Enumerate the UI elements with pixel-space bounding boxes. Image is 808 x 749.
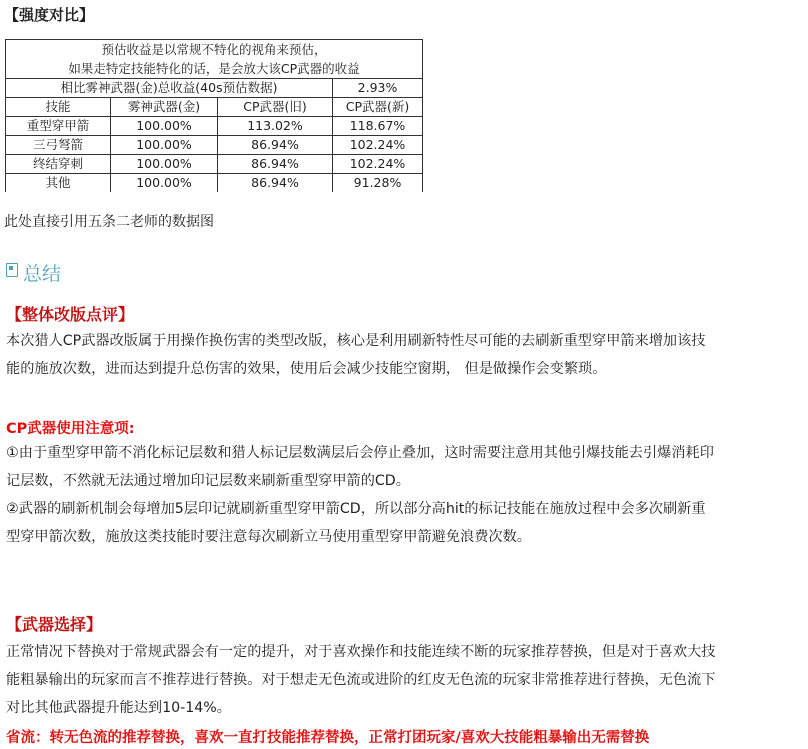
paragraph-line: 记层数，不然就无法通过增加印记层数来刷新重型穿甲箭的CD。: [6, 473, 410, 489]
table-header-row: [6, 98, 423, 117]
paragraph-line: 能粗暴输出的玩家而言不推荐进行替换。对于想走无色流或进阶的红皮无色流的玩家非常推荐进行替换，无色流下: [6, 672, 716, 688]
weapon-choice-heading: 【武器选择】: [6, 615, 103, 634]
table-total-value: 2.93%: [333, 79, 423, 98]
table-cell: 102.24%: [333, 155, 423, 174]
table-total-row: [6, 79, 423, 98]
table-cell: 终结穿刺: [6, 155, 111, 174]
tldr-text: 省流：转无色流的推荐替换，喜欢一直打技能推荐替换，正常打团玩家/喜欢大技能粗暴输出无需替换: [6, 730, 650, 746]
table-cell: 100.00%: [111, 174, 218, 193]
notes-heading: CP武器使用注意项:: [6, 421, 135, 437]
table-cell: 113.02%: [218, 117, 333, 136]
table-cell: 100.00%: [111, 136, 218, 155]
table-cell: 100.00%: [111, 117, 218, 136]
table-caption: 此处直接引用五条二老师的数据图: [4, 214, 214, 230]
table-cell: 118.67%: [333, 117, 423, 136]
table-row: [6, 174, 423, 193]
table-cell: 100.00%: [111, 155, 218, 174]
table-total-label: 相比雾神武器(金)总收益(40s预估数据): [6, 79, 333, 98]
paragraph-line: 本次猎人CP武器改版属于用操作换伤害的类型改版，核心是利用刷新特性尽可能的去刷新重型穿甲箭来增加该技: [6, 333, 706, 349]
table-note-line-1: 预估收益是以常规不特化的视角来预估，: [6, 40, 423, 60]
summary-heading: [6, 259, 61, 286]
table-header-cell: 技能: [6, 98, 111, 117]
paragraph-line: 能的施放次数，进而达到提升总伤害的效果，使用后会减少技能空窗期， 但是做操作会变繁琐。: [6, 361, 607, 377]
overall-review-heading: 【整体改版点评】: [6, 305, 135, 324]
table-header-cell: CP武器(新): [333, 98, 423, 117]
table-header-cell: CP武器(旧): [218, 98, 333, 117]
table-cell: 重型穿甲箭: [6, 117, 111, 136]
strength-comparison-table: [5, 39, 423, 192]
table-row: [6, 155, 423, 174]
table-cell: 102.24%: [333, 136, 423, 155]
table-row: [6, 136, 423, 155]
weapon-choice-text: [6, 638, 804, 722]
table-note-row-1: [6, 40, 423, 60]
paragraph-line: 型穿甲箭次数，施放这类技能时要注意每次刷新立马使用重型穿甲箭避免浪费次数。: [6, 529, 531, 545]
table-header-cell: 雾神武器(金): [111, 98, 218, 117]
overall-review-text: [6, 327, 804, 383]
strength-heading: 【强度对比】: [4, 6, 95, 24]
table-note-row-2: [6, 59, 423, 79]
table-row: [6, 117, 423, 136]
document-icon: [6, 263, 18, 277]
table-note-line-2: 如果走特定技能特化的话，是会放大该CP武器的收益: [6, 59, 423, 79]
paragraph-line: 对比其他武器提升能达到10-14%。: [6, 700, 231, 716]
paragraph-line: ①由于重型穿甲箭不消化标记层数和猎人标记层数满层后会停止叠加，这时需要注意用其他引爆技能去引爆消耗印: [6, 445, 714, 461]
paragraph-line: ②武器的刷新机制会每增加5层印记就刷新重型穿甲箭CD，所以部分高hit的标记技能在施放过程中会多次刷新重: [6, 501, 706, 517]
table-cell: 86.94%: [218, 136, 333, 155]
notes-text: [6, 439, 804, 551]
paragraph-line: 正常情况下替换对于常规武器会有一定的提升，对于喜欢操作和技能连续不断的玩家推荐替换，但是对于喜欢大技: [6, 644, 716, 660]
table-cell: 86.94%: [218, 174, 333, 193]
summary-title: 总结: [23, 263, 62, 285]
table-cell: 91.28%: [333, 174, 423, 193]
table-cell: 三弓弩箭: [6, 136, 111, 155]
table-cell: 其他: [6, 174, 111, 193]
table-cell: 86.94%: [218, 155, 333, 174]
